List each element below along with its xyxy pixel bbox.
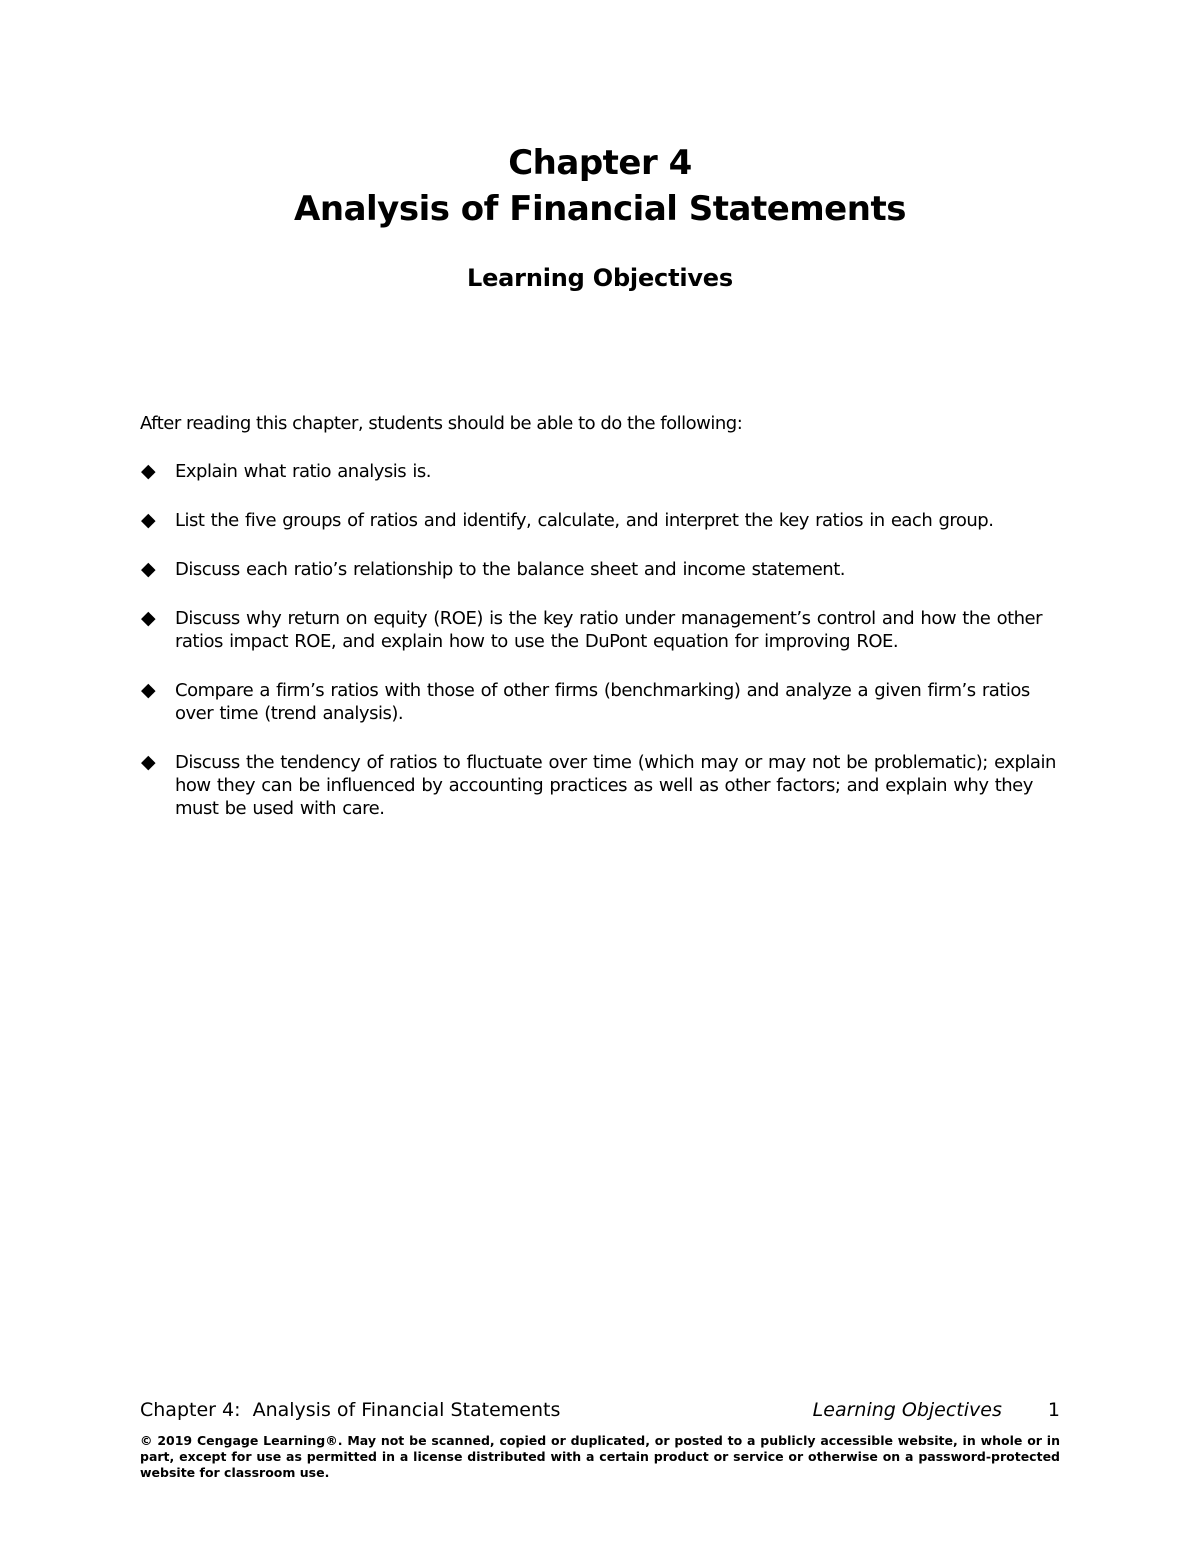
section-title: Learning Objectives: [467, 264, 733, 292]
diamond-bullet-icon: ◆: [141, 460, 156, 482]
chapter-number: Chapter 4: [508, 143, 692, 183]
footer-chapter-title: Chapter 4: Analysis of Financial Statements: [140, 1399, 561, 1421]
diamond-bullet-icon: ◆: [141, 751, 156, 773]
chapter-title: Analysis of Financial Statements: [294, 189, 906, 229]
objective-text: Compare a firm’s ratios with those of other firms (benchmarking) and analyze a given firm’s ratios over time (trend analysis).: [175, 680, 1030, 724]
footer-section: [813, 1397, 1060, 1423]
objective-text: Discuss the tendency of ratios to fluctuate over time (which may or may not be problematic); explain how they can be influenced by accounting practices as well as other factors; and explain why they must be used with care.: [175, 752, 1056, 819]
objective-text: Discuss each ratio’s relationship to the balance sheet and income statement.: [175, 559, 845, 580]
objective-text: Discuss why return on equity (ROE) is the key ratio under management’s control and how the other ratios impact ROE, and explain how to use the DuPont equation for improving ROE.: [175, 608, 1043, 652]
list-item: [140, 509, 1060, 532]
page-number: 1: [1047, 1399, 1060, 1421]
footer-section-label: Learning Objectives: [812, 1399, 1002, 1421]
diamond-bullet-icon: ◆: [141, 679, 156, 701]
intro-text: After reading this chapter, students should be able to do the following:: [140, 413, 743, 434]
diamond-bullet-icon: ◆: [141, 558, 156, 580]
objective-text: Explain what ratio analysis is.: [175, 461, 431, 482]
list-item: [140, 558, 1060, 581]
objectives-list: [140, 460, 1060, 846]
copyright-notice: © 2019 Cengage Learning®. May not be scanned, copied or duplicated, or posted to a publicly accessible website, in whole or in part, except for use as permitted in a license distributed with a certain product or service or otherwise on a password-protected website for classroom use.: [140, 1433, 1060, 1480]
list-item: [140, 751, 1060, 820]
diamond-bullet-icon: ◆: [141, 607, 156, 629]
list-item: [140, 679, 1060, 725]
diamond-bullet-icon: ◆: [141, 509, 156, 531]
list-item: [140, 460, 1060, 483]
page-footer: [140, 1397, 1060, 1423]
chapter-heading: [0, 140, 1200, 232]
list-item: [140, 607, 1060, 653]
objective-text: List the five groups of ratios and identify, calculate, and interpret the key ratios in each group.: [175, 510, 994, 531]
